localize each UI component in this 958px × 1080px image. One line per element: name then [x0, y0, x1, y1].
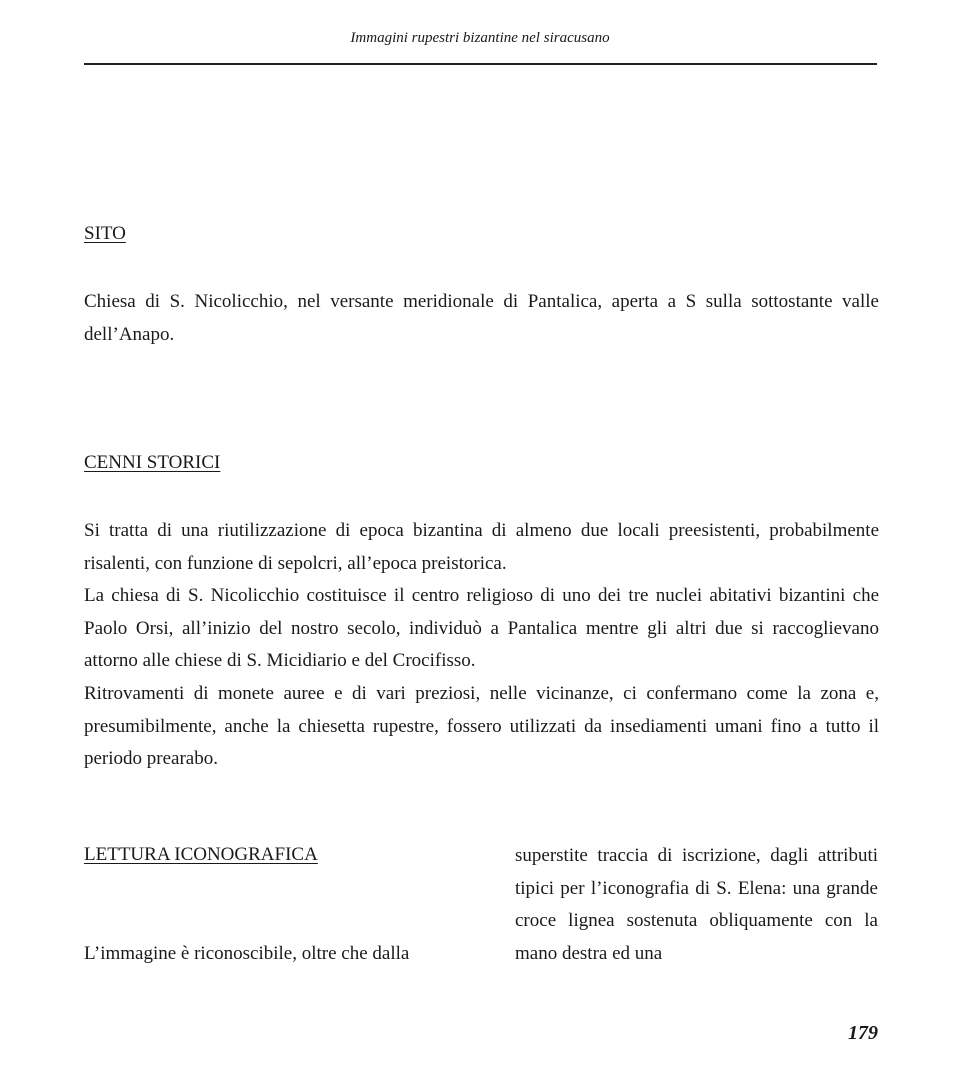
cenni-paragraph-1: Si tratta di una riutilizzazione di epoca bizantina di almeno due locali preesistenti, probabilmente risalenti, con funzione di sepolcri, all’epoca preistorica. — [84, 520, 879, 574]
section-heading-cenni-storici: CENNI STORICI — [84, 452, 221, 473]
cenni-paragraph-3: Ritrovamenti di monete auree e di vari preziosi, nelle vicinanze, ci confermano come la zona e, presumibilmente, anche la chiesetta rupestre, fossero utilizzati da insediamenti umani fino a tutto il periodo prearabo. — [84, 683, 879, 769]
section-heading-sito: SITO — [84, 223, 126, 244]
section-heading-lettura-iconografica: LETTURA ICONOGRAFICA — [84, 844, 318, 865]
lettura-right-column-text: superstite traccia di iscrizione, dagli attributi tipici per l’iconografia di S. Elena: una grande croce lignea sostenuta obliquamente con la mano destra ed una — [515, 845, 878, 964]
header-rule — [84, 63, 877, 65]
lettura-left-column-text: L’immagine è riconoscibile, oltre che dalla — [84, 943, 410, 964]
running-title: Immagini rupestri bizantine nel siracusano — [350, 30, 610, 46]
page-number: 179 — [848, 1022, 878, 1044]
cenni-paragraph-2: La chiesa di S. Nicolicchio costituisce il centro religioso di uno dei tre nuclei abitativi bizantini che Paolo Orsi, all’inizio del nostro secolo, individuò a Pantalica mentre gli altri due si raccoglievano attorno alle chiese di S. Micidiario e del Crocifisso. — [84, 585, 879, 671]
sito-paragraph: Chiesa di S. Nicolicchio, nel versante meridionale di Pantalica, aperta a S sulla sottostante valle dell’Anapo. — [84, 291, 879, 345]
